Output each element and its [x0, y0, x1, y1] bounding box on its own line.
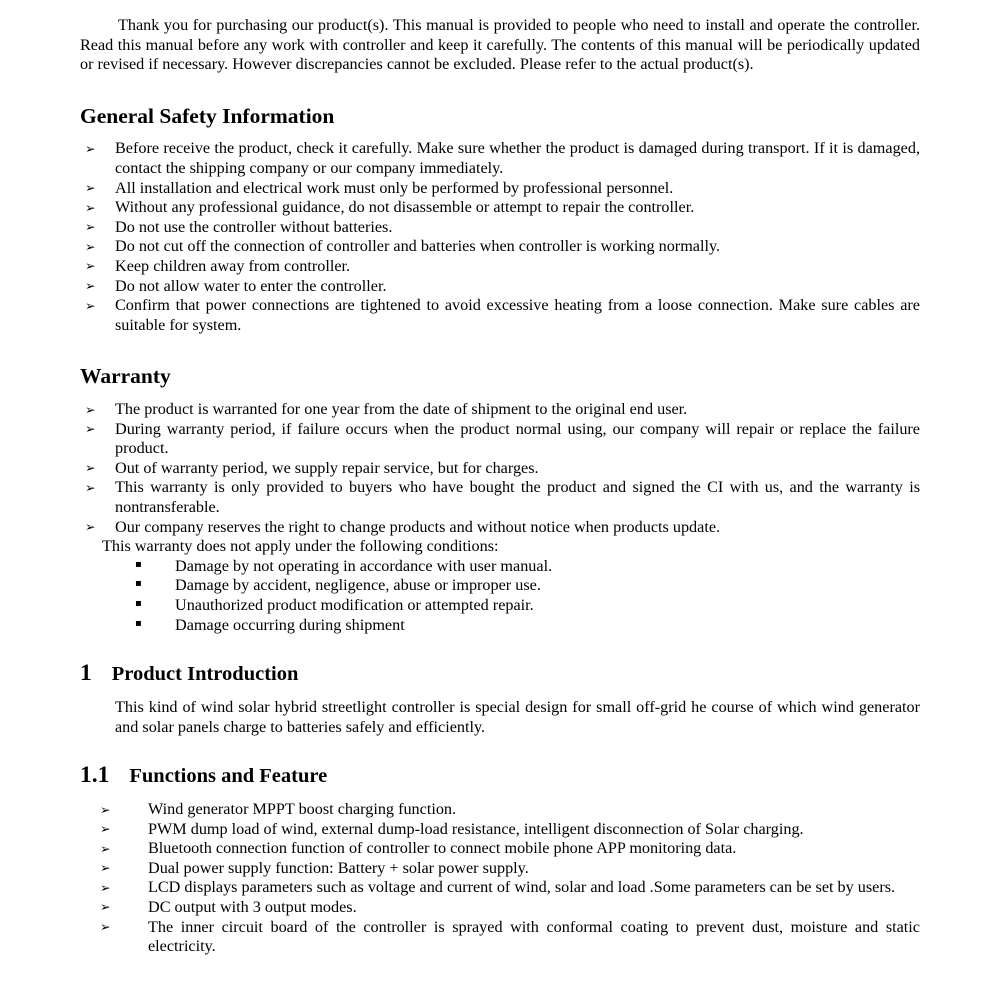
list-item: [80, 277, 920, 297]
arrow-bullet-icon: ➢: [85, 140, 96, 156]
section-title: Product Introduction: [111, 663, 299, 686]
list-item-text: This warranty is only provided to buyers who have bought the product and signed the CI with us, and the warranty is nontransferable.: [115, 478, 920, 516]
intro-paragraph: Thank you for purchasing our product(s). This manual is provided to people who need to install and operate the controller. Read this manual before any work with controller and keep it carefully. The contents of this manual will be periodically updated or revised if necessary. However discrepancies cannot be excluded. Please refer to the actual product(s).: [80, 16, 920, 74]
section-title: Functions and Feature: [129, 765, 328, 788]
list-item: [80, 898, 920, 918]
arrow-bullet-icon: ➢: [100, 801, 111, 817]
list-item-text: DC output with 3 output modes.: [148, 897, 357, 916]
list-item-text: Before receive the product, check it carefully. Make sure whether the product is damaged during transport. If it is damaged, contact the shipping company or our company immediately.: [115, 139, 920, 178]
arrow-bullet-icon: ➢: [100, 821, 111, 837]
list-item: [80, 820, 920, 840]
list-item: [80, 576, 920, 596]
arrow-bullet-icon: ➢: [85, 421, 96, 437]
list-item-text: Our company reserves the right to change products and without notice when products update.: [115, 517, 721, 536]
list-item-text: Keep children away from controller.: [115, 256, 351, 275]
warranty-conditions-list: [80, 557, 920, 635]
list-item: [80, 616, 920, 636]
list-item-text: Confirm that power connections are tightened to avoid excessive heating from a loose connection. Make sure cables are suitable for system.: [115, 296, 920, 334]
list-item-text: Damage by accident, negligence, abuse or improper use.: [175, 576, 541, 595]
list-item-text: Unauthorized product modification or attempted repair.: [175, 595, 534, 614]
list-item: [80, 257, 920, 277]
square-bullet-icon: ▪: [135, 558, 142, 570]
list-item: [80, 237, 920, 257]
square-bullet-icon: ▪: [135, 617, 142, 629]
heading-general-safety: General Safety Information: [80, 103, 335, 128]
list-item: [80, 179, 920, 199]
arrow-bullet-icon: ➢: [85, 460, 96, 476]
list-item: [80, 400, 920, 420]
list-item-text: Damage occurring during shipment: [175, 615, 405, 634]
list-item: [80, 218, 920, 238]
list-item-text: Bluetooth connection function of controller to connect mobile phone APP monitoring data.: [148, 839, 737, 858]
list-item: [80, 420, 920, 459]
arrow-bullet-icon: ➢: [100, 899, 111, 915]
list-item-text: Do not cut off the connection of controller and batteries when controller is working normally.: [115, 237, 721, 256]
list-item: [80, 839, 920, 859]
list-item-text: PWM dump load of wind, external dump-load resistance, intelligent disconnection of Solar charging.: [148, 819, 804, 838]
list-item-text: The product is warranted for one year from the date of shipment to the original end user.: [115, 400, 688, 418]
arrow-bullet-icon: ➢: [85, 479, 96, 495]
list-item: [80, 557, 920, 577]
list-item: [80, 596, 920, 616]
arrow-bullet-icon: ➢: [85, 297, 96, 313]
list-item: [80, 859, 920, 879]
arrow-bullet-icon: ➢: [85, 219, 96, 235]
list-item-text: Damage by not operating in accordance with user manual.: [175, 556, 553, 575]
list-item-text: Without any professional guidance, do not disassemble or attempt to repair the controller.: [115, 198, 695, 217]
arrow-bullet-icon: ➢: [100, 919, 111, 935]
arrow-bullet-icon: ➢: [100, 879, 111, 895]
product-introduction-paragraph: This kind of wind solar hybrid streetlight controller is special design for small off-grid he course of which wind generator and solar panels charge to batteries safely and efficiently.: [115, 697, 920, 736]
list-item: [80, 459, 920, 479]
arrow-bullet-icon: ➢: [100, 860, 111, 876]
arrow-bullet-icon: ➢: [85, 278, 96, 294]
arrow-bullet-icon: ➢: [85, 199, 96, 215]
list-item-text: Out of warranty period, we supply repair service, but for charges.: [115, 458, 539, 477]
functions-list: [80, 800, 920, 957]
arrow-bullet-icon: ➢: [85, 238, 96, 254]
list-item: [80, 800, 920, 820]
section-number: 1: [80, 660, 92, 687]
heading-product-introduction: [80, 661, 920, 687]
heading-functions-feature: [80, 763, 920, 789]
list-item: [80, 478, 920, 517]
heading-warranty: Warranty: [80, 364, 171, 389]
square-bullet-icon: ▪: [135, 578, 142, 590]
list-item: [80, 878, 920, 898]
arrow-bullet-icon: ➢: [100, 840, 111, 856]
list-item-text: LCD displays parameters such as voltage and current of wind, solar and load .Some parameters can be set by users.: [148, 878, 896, 897]
list-item: [80, 918, 920, 957]
list-item: [80, 296, 920, 335]
arrow-bullet-icon: ➢: [85, 519, 96, 535]
warranty-conditions-intro: This warranty does not apply under the following conditions:: [102, 537, 499, 556]
arrow-bullet-icon: ➢: [85, 258, 96, 274]
list-item-text: Do not allow water to enter the controller.: [115, 276, 387, 295]
list-item-text: During warranty period, if failure occurs when the product normal using, our company will repair or replace the failure product.: [115, 419, 920, 458]
warranty-list: [80, 400, 920, 537]
list-item-text: All installation and electrical work must only be performed by professional personnel.: [115, 178, 674, 197]
safety-list: [80, 139, 920, 335]
list-item-text: Do not use the controller without batteries.: [115, 217, 393, 236]
list-item: [80, 198, 920, 218]
arrow-bullet-icon: ➢: [85, 401, 96, 417]
square-bullet-icon: ▪: [135, 597, 142, 609]
list-item: [80, 139, 920, 178]
section-number: 1.1: [80, 762, 110, 789]
list-item: [80, 518, 920, 538]
list-item-text: The inner circuit board of the controller is sprayed with conformal coating to prevent dust, moisture and static electricity.: [148, 917, 920, 956]
list-item-text: Wind generator MPPT boost charging function.: [148, 800, 457, 818]
list-item-text: Dual power supply function: Battery + solar power supply.: [148, 858, 529, 877]
arrow-bullet-icon: ➢: [85, 180, 96, 196]
